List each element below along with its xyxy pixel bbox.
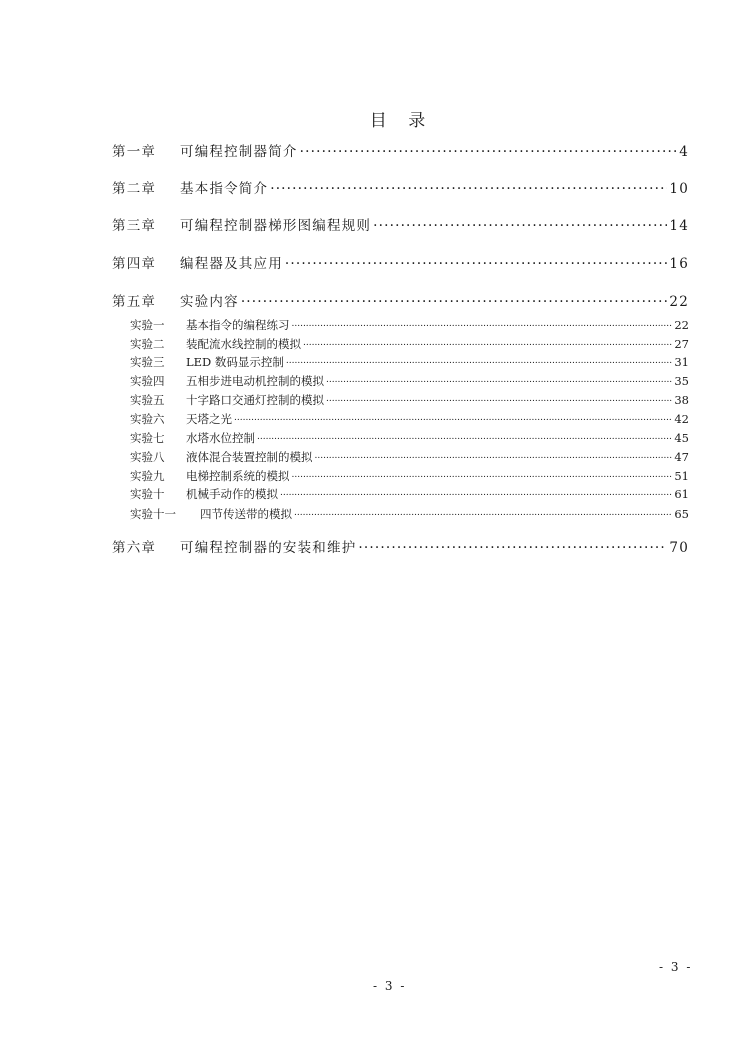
chapter-label: 第五章 [112, 294, 157, 310]
page-number: 47 [674, 450, 689, 464]
toc-entry-experiment-10[interactable] [130, 486, 689, 502]
dot-leader [241, 293, 668, 307]
dot-leader [270, 180, 667, 194]
toc-entry-chapter-1[interactable] [112, 140, 689, 160]
experiment-title: 装配流水线控制的模拟 [186, 337, 301, 351]
experiment-title: 四节传送带的模拟 [200, 507, 292, 521]
experiment-label: 实验八 [130, 450, 165, 464]
toc-entry-chapter-4[interactable] [112, 252, 689, 272]
toc-entry-chapter-3[interactable] [112, 214, 689, 234]
page-number: 42 [674, 412, 689, 426]
dot-leader [315, 450, 673, 462]
toc-entry-experiment-8[interactable] [130, 449, 689, 465]
toc-entry-experiment-6[interactable] [130, 411, 689, 427]
experiment-label: 实验一 [130, 318, 165, 332]
experiment-title: 电梯控制系统的模拟 [186, 469, 290, 483]
page-number: 38 [674, 393, 689, 407]
experiment-label: 实验六 [130, 412, 165, 426]
dot-leader [303, 337, 672, 349]
page-number: 35 [674, 374, 689, 388]
experiment-title: 十字路口交通灯控制的模拟 [186, 393, 324, 407]
toc-entry-chapter-5[interactable] [112, 290, 689, 310]
experiment-label: 实验三 [130, 355, 165, 369]
toc-entry-experiment-9[interactable] [130, 468, 689, 484]
chapter-title: 基本指令简介 [180, 181, 269, 197]
toc-title: 目 录 [369, 111, 434, 131]
chapter-title: 实验内容 [180, 294, 239, 310]
dot-leader [294, 507, 672, 519]
dot-leader [300, 143, 678, 157]
dot-leader [280, 487, 672, 499]
page-number: 22 [674, 318, 689, 332]
experiment-label: 实验五 [130, 393, 165, 407]
page-number: 10 [669, 181, 689, 197]
page-number: 22 [669, 294, 689, 310]
experiment-label: 实验十 [130, 487, 165, 501]
page-number-right: - 3 - [659, 960, 693, 974]
experiment-label: 实验十一 [130, 507, 176, 521]
page-number: 27 [674, 337, 689, 351]
page-number: 16 [669, 256, 689, 272]
page-number: 45 [674, 431, 689, 445]
dot-leader [257, 431, 672, 443]
page-number: 61 [674, 487, 689, 501]
chapter-label: 第一章 [112, 144, 157, 160]
page-number: 4 [679, 144, 689, 160]
experiment-title: 机械手动作的模拟 [186, 487, 278, 501]
toc-entry-experiment-7[interactable] [130, 430, 689, 446]
toc-entry-experiment-1[interactable] [130, 317, 689, 333]
page-number: 51 [674, 469, 689, 483]
dot-leader [358, 539, 667, 553]
page-number: 65 [674, 507, 689, 521]
experiment-title: 液体混合装置控制的模拟 [186, 450, 313, 464]
toc-entry-experiment-4[interactable] [130, 373, 689, 389]
page-number: 70 [669, 540, 689, 556]
dot-leader [373, 217, 667, 231]
experiment-title: 水塔水位控制 [186, 431, 255, 445]
toc-entry-experiment-2[interactable] [130, 336, 689, 352]
dot-leader [234, 412, 672, 424]
dot-leader [292, 318, 673, 330]
chapter-label: 第二章 [112, 181, 157, 197]
toc-entry-chapter-2[interactable] [112, 177, 689, 197]
experiment-title: 天塔之光 [186, 412, 232, 426]
experiment-label: 实验九 [130, 469, 165, 483]
toc-entry-experiment-5[interactable] [130, 392, 689, 408]
experiment-title: LED 数码显示控制 [186, 355, 284, 369]
chapter-title: 编程器及其应用 [180, 256, 283, 272]
dot-leader [326, 374, 672, 386]
experiment-label: 实验二 [130, 337, 165, 351]
page-number-center: - 3 - [373, 979, 407, 993]
dot-leader [326, 393, 672, 405]
chapter-title: 可编程控制器的安装和维护 [180, 540, 357, 556]
experiment-title: 五相步进电动机控制的模拟 [186, 374, 324, 388]
dot-leader [286, 355, 672, 367]
dot-leader [285, 255, 668, 269]
toc-entry-chapter-6[interactable] [112, 536, 689, 556]
experiment-label: 实验四 [130, 374, 165, 388]
chapter-label: 第三章 [112, 218, 157, 234]
dot-leader [292, 469, 673, 481]
page-number: 14 [669, 218, 689, 234]
toc-entry-experiment-11[interactable] [130, 506, 689, 522]
page-number: 31 [674, 355, 689, 369]
experiment-label: 实验七 [130, 431, 165, 445]
experiment-title: 基本指令的编程练习 [186, 318, 290, 332]
chapter-title: 可编程控制器简介 [180, 144, 298, 160]
toc-entry-experiment-3[interactable] [130, 354, 689, 370]
chapter-label: 第四章 [112, 256, 157, 272]
chapter-label: 第六章 [112, 540, 157, 556]
chapter-title: 可编程控制器梯形图编程规则 [180, 218, 372, 234]
